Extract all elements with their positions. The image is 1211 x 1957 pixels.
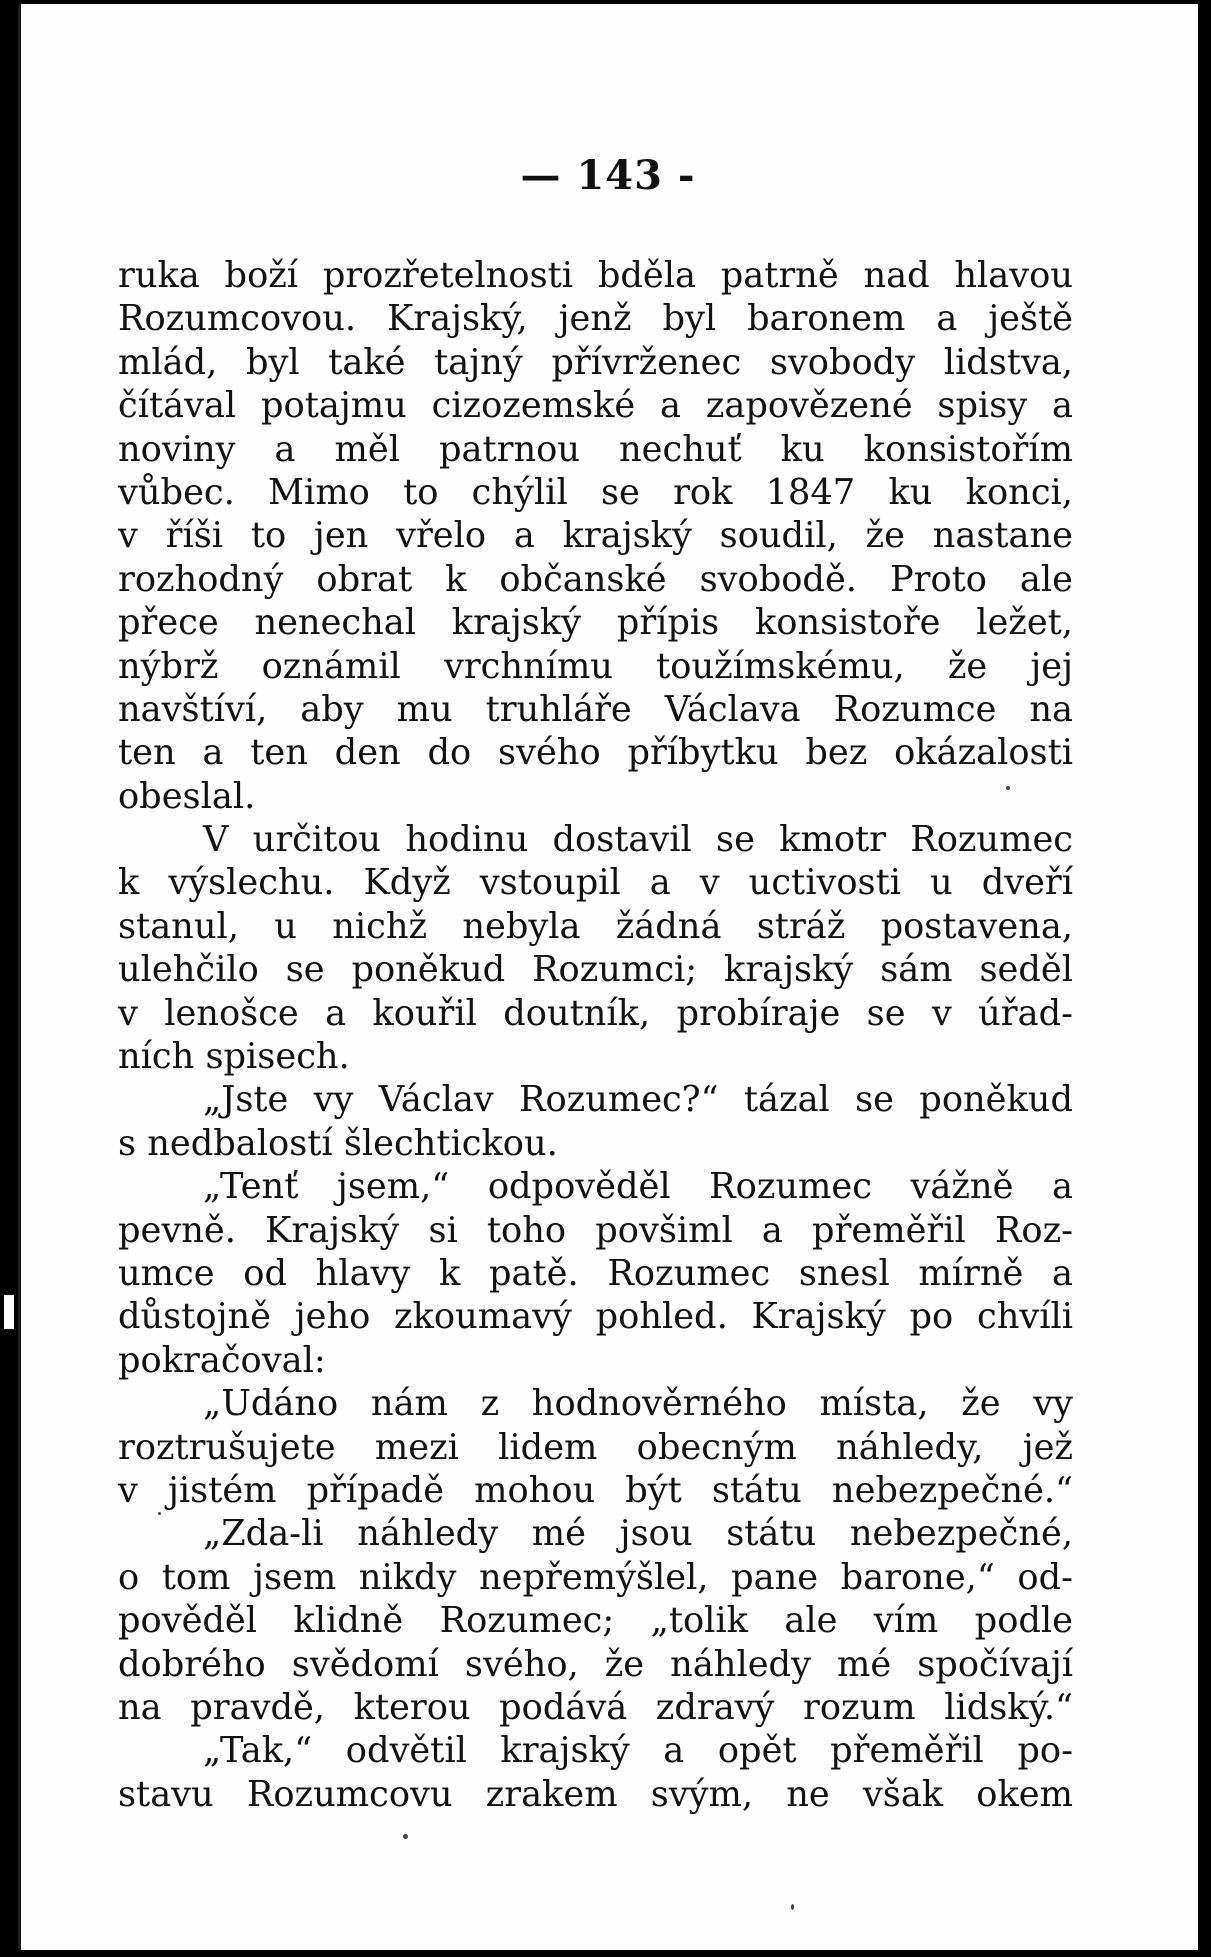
- text-line: „Udáno nám z hodnověrného místa, že vy: [203, 1383, 1073, 1425]
- book-page: [18, 4, 1198, 1950]
- text-line: stanul, u nichž nebyla žádná stráž postavena,: [118, 905, 1073, 947]
- text-line: „Zda-li náhledy mé jsou státu nebezpečné,: [203, 1513, 1073, 1555]
- text-line: o tom jsem nikdy nepřemýšlel, pane barone,“ od-: [118, 1556, 1073, 1598]
- text-line: na pravdě, kterou podává zdravý rozum lidský.“: [118, 1686, 1073, 1728]
- print-speck: [1006, 786, 1010, 790]
- body-text: [118, 254, 1073, 1816]
- text-line: k výslechu. Když vstoupil a v uctivosti u dveří: [118, 862, 1073, 904]
- text-line: navštíví, aby mu truhláře Václava Rozumce na: [118, 688, 1073, 730]
- page-edge-mark: [4, 1295, 14, 1329]
- text-line: noviny a měl patrnou nechuť ku konsistořím: [118, 428, 1073, 470]
- text-line: s nedbalostí šlechtickou.: [118, 1122, 558, 1164]
- text-line: mlád, byl také tajný přívrženec svobody lidstva,: [118, 341, 1073, 383]
- text-line: rozhodný obrat k občanské svobodě. Proto ale: [118, 558, 1073, 600]
- text-line: nýbrž oznámil vrchnímu toužímskému, že jej: [118, 645, 1073, 687]
- text-line: ten a ten den do svého příbytku bez okázalosti: [118, 732, 1073, 774]
- text-line: vůbec. Mimo to chýlil se rok 1847 ku konci,: [118, 471, 1073, 513]
- text-line: ruka boží prozřetelnosti bděla patrně nad hlavou: [118, 255, 1073, 296]
- text-line: ulehčilo se poněkud Rozumci; krajský sám seděl: [118, 949, 1073, 991]
- text-line: „Tenť jsem,“ odpověděl Rozumec vážně a: [203, 1166, 1073, 1208]
- text-line: ních spisech.: [118, 1036, 350, 1078]
- text-line: důstojně jeho zkoumavý pohled. Krajský po chvíli: [118, 1296, 1073, 1338]
- print-speck: [403, 1834, 408, 1839]
- text-line: Rozumcovou. Krajský, jenž byl baronem a ještě: [118, 298, 1073, 340]
- text-line: „Jste vy Václav Rozumec?“ tázal se poněkud: [203, 1079, 1073, 1121]
- text-line: přece nenechal krajský přípis konsistoře ležet,: [118, 602, 1073, 644]
- text-line: čítával potajmu cizozemské a zapovězené spisy a: [118, 385, 1073, 427]
- text-line: roztrušujete mezi lidem obecným náhledy, jež: [118, 1426, 1073, 1468]
- text-line: V určitou hodinu dostavil se kmotr Rozumec: [203, 819, 1073, 861]
- text-line: v lenošce a kouřil doutník, probíraje se v úřad-: [118, 992, 1073, 1034]
- text-line: „Tak,“ odvětil krajský a opět přeměřil po-: [203, 1730, 1073, 1772]
- text-line: obeslal.: [118, 775, 256, 817]
- print-speck: [791, 1904, 794, 1910]
- print-speck: [158, 1512, 161, 1515]
- text-line: pokračoval:: [118, 1339, 326, 1381]
- text-line: dobrého svědomí svého, že náhledy mé spočívají: [118, 1643, 1073, 1685]
- text-line: stavu Rozumcovu zrakem svým, ne však okem: [118, 1773, 1073, 1815]
- text-line: umce od hlavy k patě. Rozumec snesl mírně a: [118, 1252, 1073, 1294]
- text-line: pověděl klidně Rozumec; „tolik ale vím podle: [118, 1600, 1073, 1642]
- page-number: — 143 -: [520, 152, 696, 199]
- text-line: pevně. Krajský si toho povšiml a přeměřil Roz-: [118, 1209, 1073, 1251]
- text-line: v jistém případě mohou být státu nebezpečné.“: [118, 1469, 1073, 1511]
- text-line: v říši to jen vřelo a krajský soudil, že nastane: [118, 515, 1073, 557]
